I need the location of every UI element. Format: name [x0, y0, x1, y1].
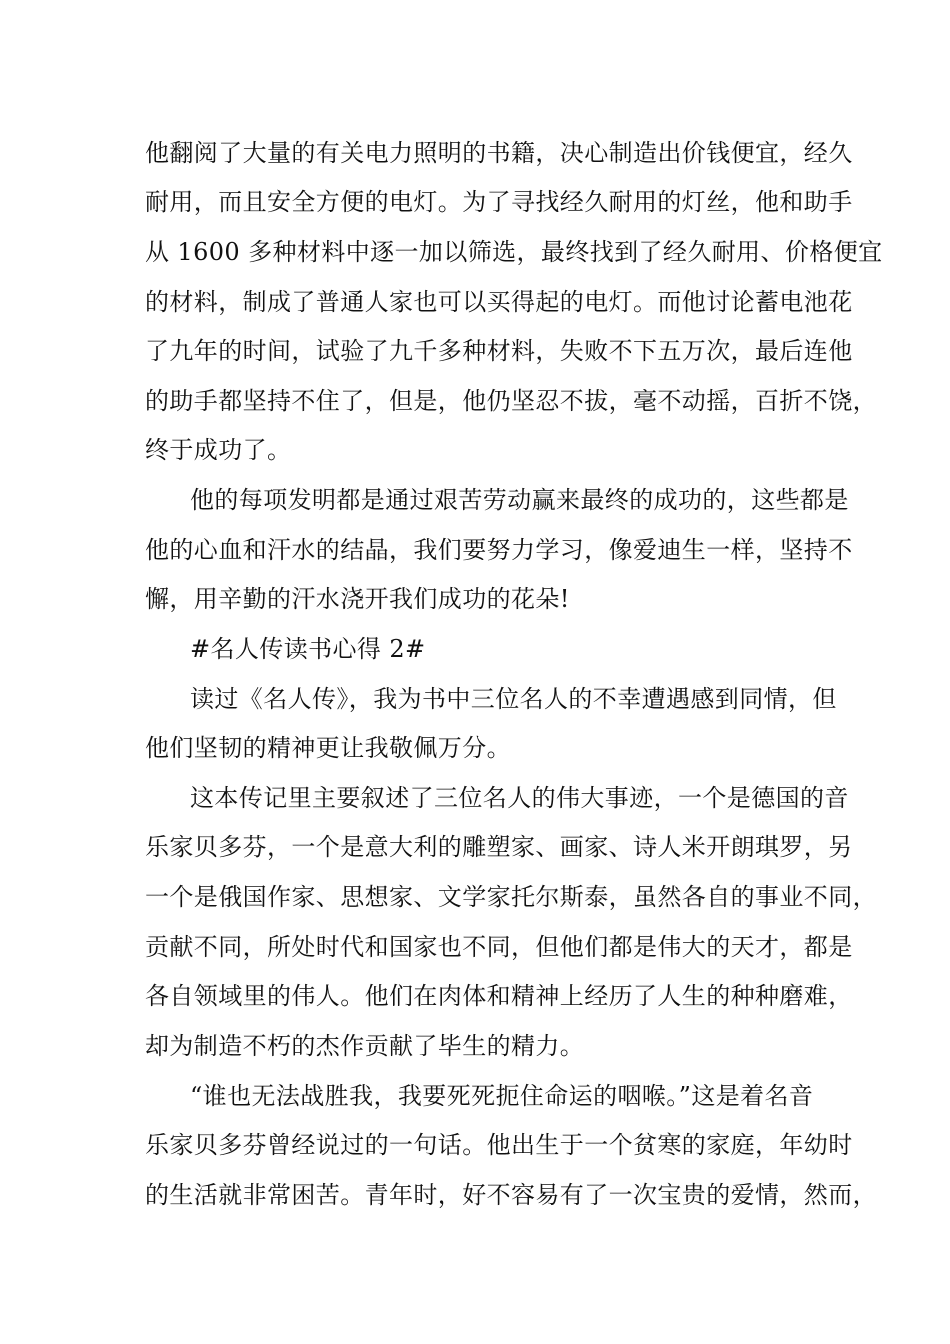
text-line: 他的心血和汗水的结晶，我们要努力学习，像爱迪生一样，坚持不 [145, 536, 853, 564]
text-line: 的材料，制成了普通人家也可以买得起的电灯。而他讨论蓄电池花 [145, 288, 853, 316]
text-line: 的助手都坚持不住了，但是，他仍坚忍不拔，毫不动摇，百折不饶， [145, 387, 877, 415]
text-line: 懈，用辛勤的汗水浇开我们成功的花朵! [145, 585, 570, 613]
text-line: 他翻阅了大量的有关电力照明的书籍，决心制造出价钱便宜，经久 [145, 139, 853, 167]
paragraph-first-line: “谁也无法战胜我，我要死死扼住命运的咽喉。”这是着名音 [190, 1082, 814, 1110]
text-line: 耐用，而且安全方便的电灯。为了寻找经久耐用的灯丝，他和助手 [145, 188, 853, 216]
text-line: 他们坚韧的精神更让我敬佩万分。 [145, 734, 511, 762]
text-line: 的生活就非常困苦。青年时，好不容易有了一次宝贵的爱情，然而， [145, 1181, 877, 1209]
section-heading: #名人传读书心得 2# [190, 635, 426, 663]
text-line: 乐家贝多芬，一个是意大利的雕塑家、画家、诗人米开朗琪罗，另 [145, 833, 853, 861]
text-line: 各自领域里的伟人。他们在肉体和精神上经历了人生的种种磨难， [145, 982, 853, 1010]
text-line: 却为制造不朽的杰作贡献了毕生的精力。 [145, 1032, 585, 1060]
paragraph-first-line: 读过《名人传》，我为书中三位名人的不幸遭遇感到同情，但 [190, 685, 837, 713]
text-line: 从 1600 多种材料中逐一加以筛选，最终找到了经久耐用、价格便宜 [145, 238, 883, 266]
paragraph-first-line: 这本传记里主要叙述了三位名人的伟大事迹，一个是德国的音 [190, 784, 849, 812]
paragraph-first-line: 他的每项发明都是通过艰苦劳动赢来最终的成功的，这些都是 [190, 486, 849, 514]
text-line: 贡献不同，所处时代和国家也不同，但他们都是伟大的天才，都是 [145, 933, 853, 961]
text-line: 乐家贝多芬曾经说过的一句话。他出生于一个贫寒的家庭，年幼时 [145, 1131, 853, 1159]
text-line: 终于成功了。 [145, 436, 292, 464]
text-line: 了九年的时间，试验了九千多种材料，失败不下五万次，最后连他 [145, 337, 853, 365]
text-line: 一个是俄国作家、思想家、文学家托尔斯泰，虽然各自的事业不同， [145, 883, 877, 911]
